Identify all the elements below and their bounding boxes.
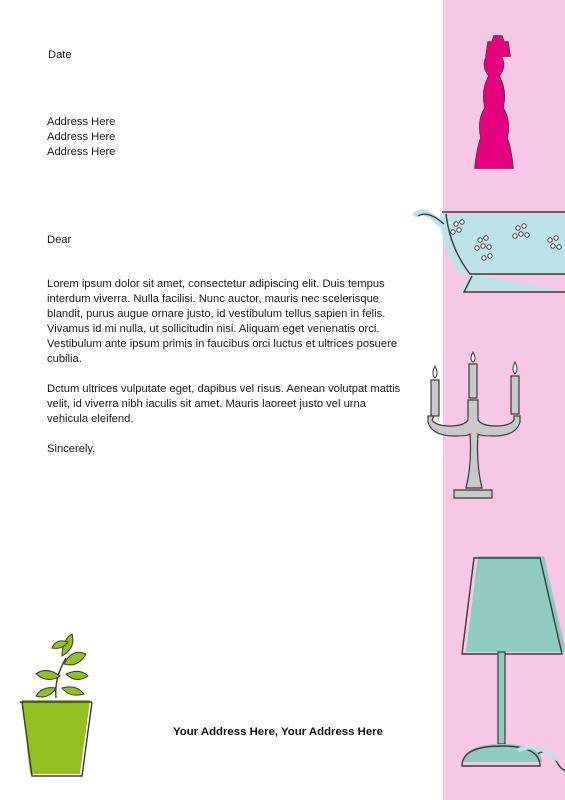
candelabra-icon [422,352,527,502]
address-line: Address Here [47,116,116,128]
footer-address: Your Address Here, Your Address Here [173,726,383,738]
body-paragraph: Dctum ultrices vulputate eget, dapibus vel risus. Aenean volutpat mattis velit, id viverra nibh iaculis sit amet. Mauris laoreet justo vel urna vehicula eleifend. [47,383,401,425]
address-line: Address Here [47,131,116,143]
pepper-mill-icon [470,32,530,177]
closing: Sincerely, [47,443,96,455]
body-paragraph: Lorem ipsum dolor sit amet, consectetur adipiscing elit. Duis tempus interdum viverra. Nulla facilisi. Nunc auctor, mauris nec scelerisque blandit, purus augue ornare justo, id vestibulum tellus sapien in felis. Vivamus id mi nulla, ut sollicitudin nisi. Aliquam eget venenatis orci. Vestibulum ante ipsum primis in faucibus orci luctus et ultrices posuere cubilia. [47,278,398,365]
date-label: Date [48,49,72,61]
recipient-address [47,115,115,160]
greeting: Dear [47,234,72,246]
address-line: Address Here [47,146,116,158]
floor-lamp-icon [458,554,565,780]
potted-plant-icon [16,630,100,780]
colander-icon [414,206,565,298]
